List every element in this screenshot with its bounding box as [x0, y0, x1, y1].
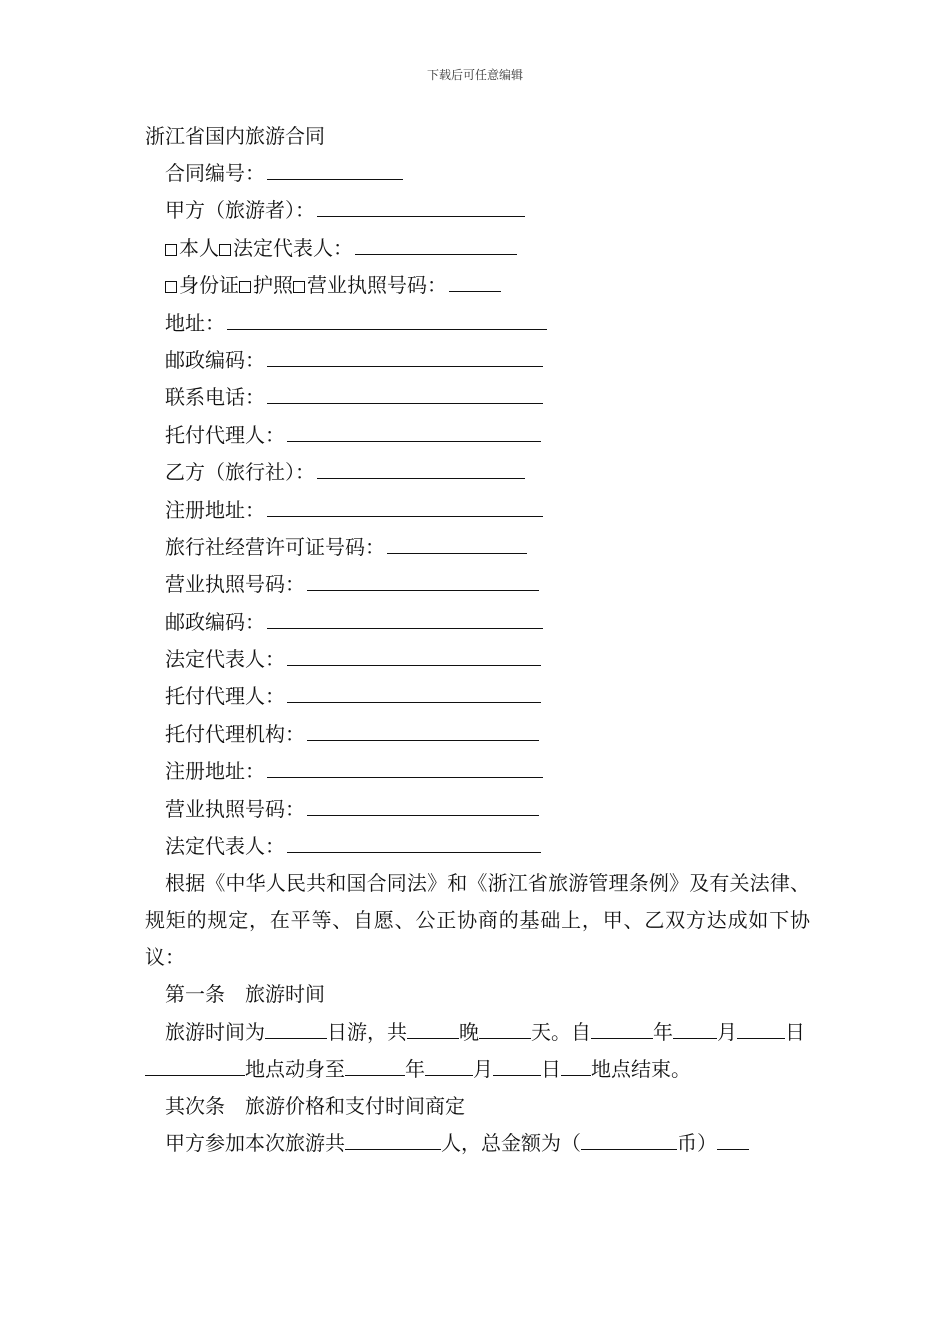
- fill-blank[interactable]: [355, 230, 517, 255]
- fill-blank[interactable]: [307, 791, 539, 816]
- field-label: 注册地址：: [165, 759, 265, 784]
- fill-blank[interactable]: [449, 267, 501, 292]
- fill-blank[interactable]: [267, 342, 543, 367]
- field-label: 旅行社经营许可证号码：: [165, 534, 385, 559]
- fill-blank[interactable]: [737, 1016, 785, 1039]
- field-agency-license: [145, 529, 810, 566]
- fill-blank[interactable]: [581, 1127, 677, 1150]
- contract-document: [145, 118, 810, 1162]
- field-legal-rep-c: [145, 828, 810, 865]
- field-label: 营业执照号码：: [165, 572, 305, 597]
- field-label: 联系电话：: [165, 385, 265, 410]
- fill-blank[interactable]: [493, 1053, 541, 1076]
- fill-blank[interactable]: [717, 1127, 749, 1150]
- article-2-heading: 其次条 旅游价格和支付时间商定: [165, 1093, 465, 1118]
- field-label: 护照: [253, 273, 293, 298]
- field-registered-address-c: [145, 753, 810, 790]
- checkbox-id-card[interactable]: [165, 281, 177, 293]
- fill-blank[interactable]: [287, 828, 541, 853]
- article-1-heading: 第一条 旅游时间: [165, 982, 325, 1007]
- field-label: 乙方（旅行社）：: [165, 460, 315, 485]
- fill-blank[interactable]: [227, 305, 547, 330]
- field-business-license: [145, 566, 810, 603]
- checkbox-passport[interactable]: [239, 281, 251, 293]
- body-text: 月: [717, 1019, 737, 1044]
- checkbox-self[interactable]: [165, 244, 177, 256]
- body-text: 年: [405, 1056, 425, 1081]
- document-title: 浙江省国内旅游合同: [145, 124, 325, 148]
- fill-blank[interactable]: [317, 454, 525, 479]
- fill-blank[interactable]: [673, 1016, 717, 1039]
- fill-blank[interactable]: [425, 1053, 473, 1076]
- field-label: 法定代表人：: [233, 235, 353, 260]
- field-label: 托付代理机构：: [165, 721, 305, 746]
- field-party-b: [145, 454, 810, 491]
- field-label: 托付代理人：: [165, 684, 285, 709]
- fill-blank[interactable]: [267, 379, 543, 404]
- article-2-body: [145, 1125, 810, 1162]
- fill-blank[interactable]: [267, 155, 403, 180]
- body-text: 币）: [677, 1131, 717, 1156]
- fill-blank[interactable]: [145, 1053, 245, 1076]
- field-label: 本人: [179, 235, 219, 260]
- body-text: 日游，共: [327, 1019, 407, 1044]
- body-text: 年: [653, 1019, 673, 1044]
- body-text: 日: [785, 1019, 805, 1044]
- field-party-a-type: [145, 230, 810, 267]
- field-label: 身份证: [179, 273, 239, 298]
- field-agent: [145, 417, 810, 454]
- field-business-license-c: [145, 791, 810, 828]
- fill-blank[interactable]: [265, 1016, 327, 1039]
- field-contract-number: [145, 155, 810, 192]
- field-label: 营业执照号码：: [165, 796, 305, 821]
- body-text: 人，总金额为（: [441, 1131, 581, 1156]
- fill-blank[interactable]: [561, 1053, 591, 1076]
- field-legal-rep-b: [145, 641, 810, 678]
- fill-blank[interactable]: [287, 417, 541, 442]
- fill-blank[interactable]: [591, 1016, 653, 1039]
- field-label: 法定代表人：: [165, 647, 285, 672]
- fill-blank[interactable]: [307, 716, 539, 741]
- field-registered-address: [145, 492, 810, 529]
- article-1-body: [145, 1014, 810, 1088]
- field-label: 合同编号：: [165, 161, 265, 185]
- field-phone: [145, 379, 810, 416]
- fill-blank[interactable]: [479, 1016, 531, 1039]
- fill-blank[interactable]: [287, 641, 541, 666]
- field-address: [145, 305, 810, 342]
- fill-blank[interactable]: [407, 1016, 459, 1039]
- body-text: 旅游时间为: [165, 1019, 265, 1044]
- fill-blank[interactable]: [317, 192, 525, 217]
- body-text: 地点结束。: [591, 1056, 691, 1081]
- field-label: 托付代理人：: [165, 422, 285, 447]
- checkbox-legal-rep[interactable]: [219, 244, 231, 256]
- field-label: 营业执照号码：: [307, 273, 447, 298]
- field-label: 地址：: [165, 310, 225, 335]
- fill-blank[interactable]: [267, 492, 543, 517]
- body-text: 日: [541, 1056, 561, 1081]
- field-label: 法定代表人：: [165, 834, 285, 859]
- fill-blank[interactable]: [387, 529, 527, 554]
- fill-blank[interactable]: [267, 753, 543, 778]
- checkbox-business-license[interactable]: [293, 281, 305, 293]
- field-agent-b: [145, 678, 810, 715]
- body-text: 月: [473, 1056, 493, 1081]
- field-postal-code-b: [145, 604, 810, 641]
- field-label: 甲方（旅游者）：: [165, 198, 315, 223]
- page-header: 下载后可任意编辑: [426, 68, 523, 82]
- body-text: 晚: [459, 1019, 479, 1044]
- field-label: 注册地址：: [165, 497, 265, 522]
- field-postal-code: [145, 342, 810, 379]
- field-label: 邮政编码：: [165, 609, 265, 634]
- body-text: 甲方参加本次旅游共: [165, 1131, 345, 1156]
- preamble-paragraph: 根据《中华人民共和国合同法》和《浙江省旅游管理条例》及有关法律、规矩的规定，在平等、自愿、公正协商的基础上，甲、乙双方达成如下协议：: [145, 871, 810, 970]
- fill-blank[interactable]: [287, 678, 541, 703]
- fill-blank[interactable]: [345, 1053, 405, 1076]
- fill-blank[interactable]: [267, 604, 543, 629]
- field-label: 邮政编码：: [165, 347, 265, 372]
- fill-blank[interactable]: [307, 566, 539, 591]
- field-id-type: [145, 267, 810, 304]
- field-party-a: [145, 192, 810, 229]
- field-agent-org: [145, 716, 810, 753]
- body-text: 地点动身至: [245, 1056, 345, 1081]
- fill-blank[interactable]: [345, 1127, 441, 1150]
- body-text: 天。自: [531, 1019, 591, 1044]
